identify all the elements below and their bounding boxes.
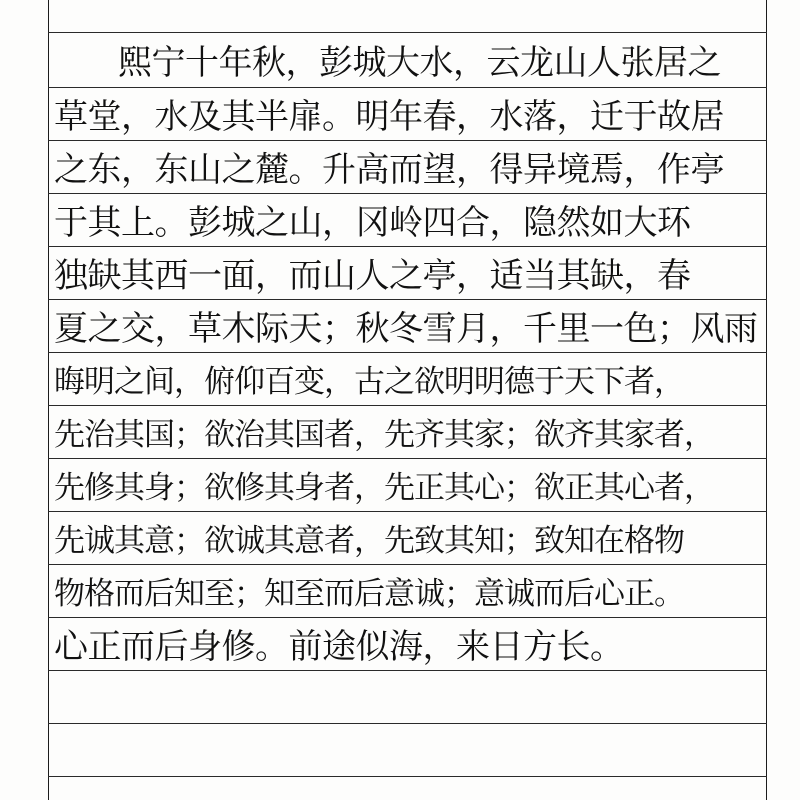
text-line-10: 先诚其意；欲诚其意者，先致其知；致知在格物 <box>54 523 684 559</box>
ruled-line <box>48 405 767 406</box>
ruled-line <box>48 87 767 88</box>
text-line-6: 夏之交，草木际天；秋冬雪月，千里一色；风雨 <box>54 309 758 349</box>
text-line-5: 独缺其西一面，而山人之亭，适当其缺，春 <box>54 256 691 296</box>
right-margin-line <box>766 0 767 800</box>
ruled-line <box>48 723 767 724</box>
ruled-line <box>48 511 767 512</box>
ruled-line <box>48 776 767 777</box>
ruled-line <box>48 458 767 459</box>
text-line-9: 先修其身；欲修其身者，先正其心；欲正其心者， <box>54 470 714 506</box>
text-line-2: 草堂，水及其半扉。明年春，水落，迁于故居 <box>54 97 724 137</box>
ruled-line <box>48 140 767 141</box>
ruled-line <box>48 246 767 247</box>
left-margin-line <box>48 0 49 800</box>
ruled-line <box>48 564 767 565</box>
text-line-8: 先治其国；欲治其国者，先齐其家；欲齐其家者， <box>54 417 714 453</box>
ruled-line <box>48 299 767 300</box>
ruled-line <box>48 193 767 194</box>
ruled-line <box>48 32 767 33</box>
ruled-line <box>48 352 767 353</box>
text-line-12: 心正而后身修。前途似海，来日方长。 <box>54 627 624 667</box>
text-line-4: 于其上。彭城之山，冈岭四合，隐然如大环 <box>54 203 691 243</box>
ruled-line <box>48 670 767 671</box>
ruled-line <box>48 617 767 618</box>
text-line-7: 晦明之间，俯仰百变，古之欲明明德于天下者， <box>54 364 684 400</box>
text-line-1: 熙宁十年秋，彭城大水，云龙山人张居之 <box>118 43 721 83</box>
text-line-3: 之东，东山之麓。升高而望，得异境焉，作亭 <box>54 150 724 190</box>
text-line-11: 物格而后知至；知至而后意诚；意诚而后心正。 <box>54 576 684 612</box>
